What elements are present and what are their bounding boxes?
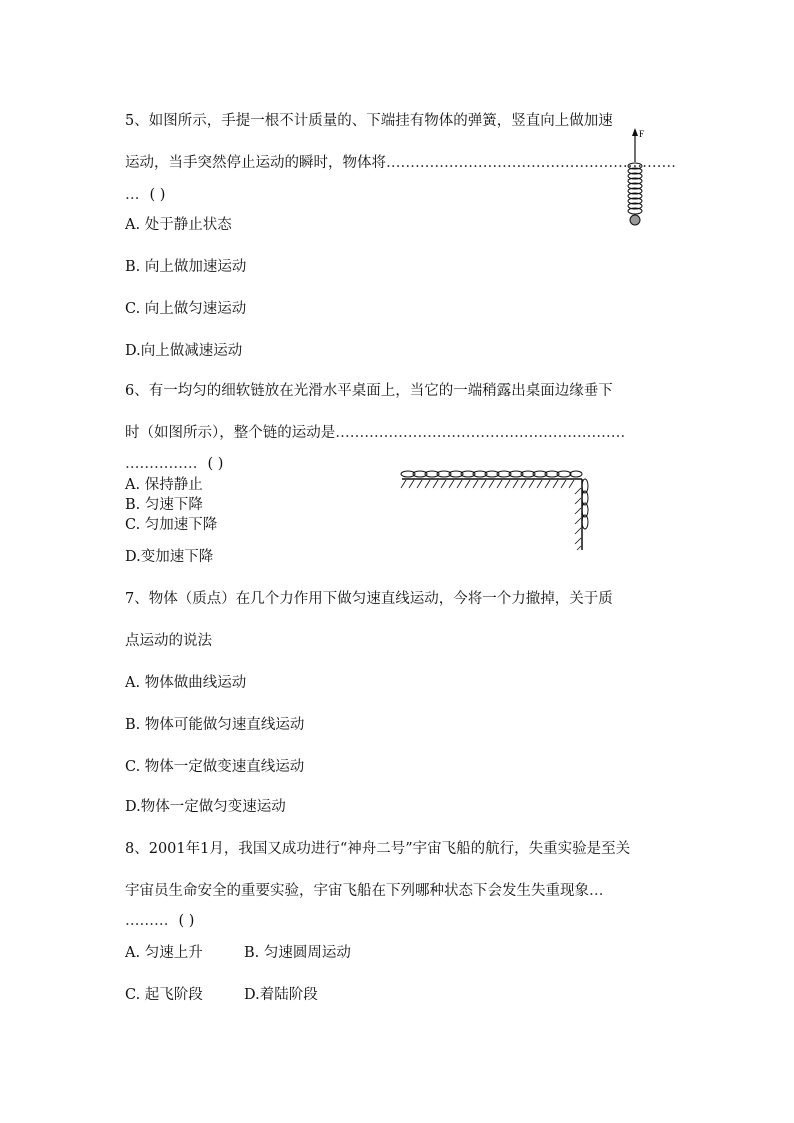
q8-option-c: C. 起飞阶段 <box>125 987 203 1003</box>
q8-option-a: A. 匀速上升 <box>125 945 203 961</box>
q7-option-a: A. 物体做曲线运动 <box>125 675 247 691</box>
q8-option-b: B. 匀速圆周运动 <box>244 945 351 961</box>
q5-option-a: A. 处于静止状态 <box>125 217 232 233</box>
q6-option-b: B. 匀速下降 <box>125 497 203 513</box>
q8-stem-line1: 8、2001年1月，我国又成功进行“神舟二号”宇宙飞船的航行，失重实验是至关 <box>125 841 631 857</box>
q6-option-c: C. 匀加速下降 <box>125 517 218 533</box>
q6-stem-line1: 6、有一均匀的细软链放在光滑水平桌面上，当它的一端稍露出桌面边缘垂下 <box>125 383 613 399</box>
q7-option-b: B. 物体可能做匀速直线运动 <box>125 717 305 733</box>
q5-option-d: D.向上做减速运动 <box>125 343 243 359</box>
chain-table-figure <box>398 468 593 550</box>
q5-option-b: B. 向上做加速运动 <box>125 259 247 275</box>
q5-stem-line1: 5、如图所示，手提一根不计质量的、下端挂有物体的弹簧，竖直向上做加速 <box>125 113 613 129</box>
q7-stem-line1: 7、物体（质点）在几个力作用下做匀速直线运动，今将一个力撤掉，关于质 <box>125 591 613 607</box>
q6-leader-dots: …………………………………………………… <box>335 425 626 441</box>
q8-stem-line2 <box>125 882 604 900</box>
q5-answer-blank: ( ) <box>149 187 166 203</box>
q8-stem-line2-text: 宇宙员生命安全的重要实验，宇宙飞船在下列哪种状态下会发生失重现象 <box>125 883 589 899</box>
q5-stem-line2-text: 运动，当手突然停止运动的瞬时，物体将 <box>125 155 386 171</box>
q5-leader-dots: …………………………………………………… <box>386 155 676 171</box>
q8-answer-blank: ( ) <box>178 913 195 929</box>
q5-answer-blank-line <box>125 186 165 204</box>
q7-stem-line2: 点运动的说法 <box>125 633 212 649</box>
q6-answer-blank: ( ) <box>207 456 224 472</box>
q8-leader-dots-2: ……… <box>125 913 169 929</box>
q6-option-d: D.变加速下降 <box>125 549 214 565</box>
q5-stem-line2 <box>125 154 676 172</box>
hanging-mass <box>630 215 640 225</box>
q5-option-c: C. 向上做匀速运动 <box>125 301 247 317</box>
q7-option-d: D.物体一定做匀变速运动 <box>125 799 286 815</box>
q8-option-d: D.着陆阶段 <box>244 987 318 1003</box>
spring-figure <box>620 126 660 230</box>
q6-stem-line2 <box>125 424 625 442</box>
q6-answer-blank-line <box>125 455 223 473</box>
force-label: F <box>639 129 645 139</box>
q6-leader-dots-2: …………… <box>125 456 198 472</box>
q5-leader-dots-2: … <box>125 187 140 203</box>
q8-answer-blank-line <box>125 912 194 930</box>
q6-stem-line2-text: 时（如图所示），整个链的运动是 <box>125 425 336 441</box>
q6-option-a: A. 保持静止 <box>125 477 203 493</box>
q8-leader-dots: … <box>589 883 604 899</box>
q7-option-c: C. 物体一定做变速直线运动 <box>125 759 305 775</box>
